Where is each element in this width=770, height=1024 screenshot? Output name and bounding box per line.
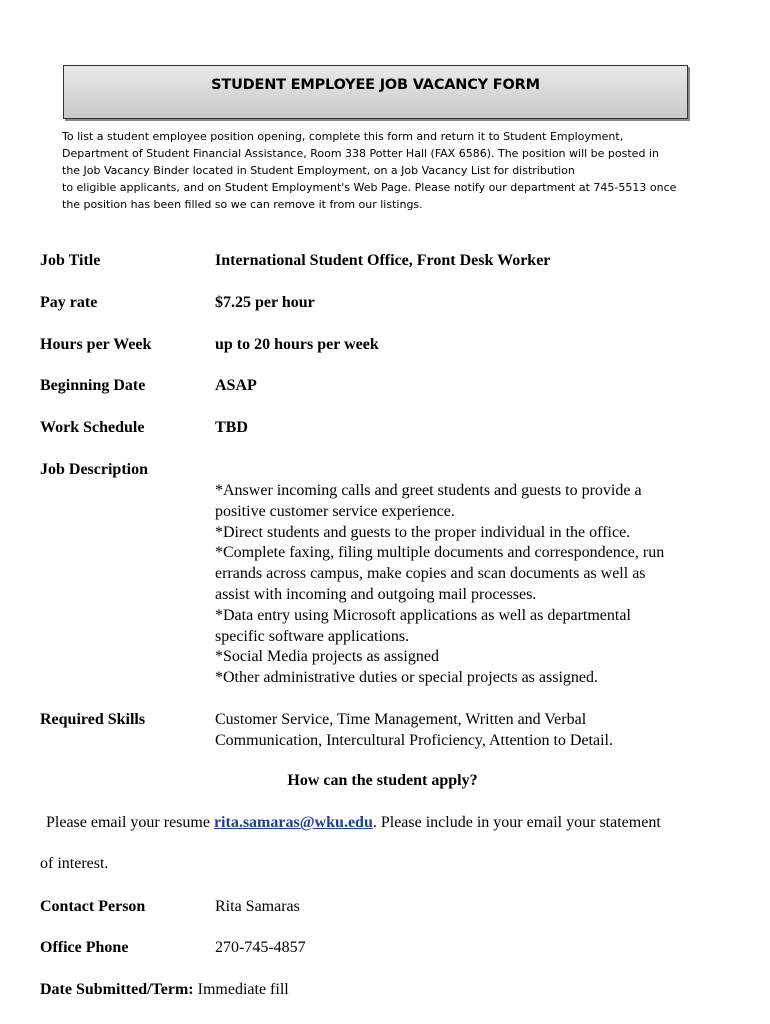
job-description-line: *Answer incoming calls and greet students and guests to provide a — [215, 482, 642, 499]
required-skills-line: Communication, Intercultural Proficiency, Attention to Detail. — [215, 732, 613, 749]
contact-email-link[interactable]: rita.samaras@wku.edu — [213, 814, 373, 831]
apply-suffix: . Please include in your email your statement — [372, 814, 661, 831]
hours-per-week-value: up to 20 hours per week — [215, 336, 379, 353]
job-description-line: *Social Media projects as assigned — [215, 648, 439, 666]
form-title-box — [63, 65, 688, 119]
intro-line: To list a student employee position opening, complete this form and return it to Student Employment, — [62, 130, 624, 143]
intro-line: Department of Student Financial Assistance, Room 338 Potter Hall (FAX 6586). The position will be posted in — [62, 147, 659, 160]
form-title: STUDENT EMPLOYEE JOB VACANCY FORM — [211, 77, 540, 93]
work-schedule-value: TBD — [215, 419, 248, 436]
apply-instructions-continued: of interest. — [40, 855, 109, 872]
job-description-line: specific software applications. — [215, 627, 410, 645]
job-description-text — [215, 481, 664, 689]
beginning-date-value: ASAP — [215, 377, 257, 394]
apply-heading: How can the student apply? — [287, 772, 478, 789]
date-submitted-label: Date Submitted/Term: — [40, 981, 194, 998]
required-skills-text — [215, 709, 613, 751]
required-skills-label: Required Skills — [40, 711, 146, 728]
required-skills-line: Customer Service, Time Management, Written and Verbal — [215, 711, 587, 728]
contact-person-value: Rita Samaras — [215, 898, 300, 915]
date-submitted-value: Immediate fill — [193, 981, 289, 998]
work-schedule-label: Work Schedule — [40, 419, 145, 436]
apply-prefix: Please email your resume — [42, 814, 214, 831]
job-description-line: *Direct students and guests to the proper individual in the office. — [215, 523, 631, 541]
hours-per-week-label: Hours per Week — [40, 336, 152, 353]
job-description-line: positive customer service experience. — [215, 502, 455, 520]
office-phone-label: Office Phone — [40, 939, 129, 956]
job-description-line: *Other administrative duties or special projects as assigned. — [215, 669, 599, 687]
pay-rate-label: Pay rate — [40, 294, 98, 311]
date-submitted-row — [40, 981, 289, 999]
intro-line: the position has been filled so we can remove it from our listings. — [62, 198, 423, 211]
contact-person-label: Contact Person — [40, 898, 146, 915]
apply-instructions — [42, 814, 661, 832]
job-title-label: Job Title — [40, 252, 101, 269]
job-description-line: *Data entry using Microsoft applications as well as departmental — [215, 606, 631, 624]
job-description-label: Job Description — [40, 461, 148, 478]
beginning-date-label: Beginning Date — [40, 377, 146, 394]
job-description-line: assist with incoming and outgoing mail processes. — [215, 585, 537, 603]
intro-paragraph — [62, 128, 722, 213]
job-description-line: errands across campus, make copies and scan documents as well as — [215, 565, 646, 583]
pay-rate-value: $7.25 per hour — [215, 294, 315, 311]
job-description-line: *Complete faxing, filing multiple documents and correspondence, run — [215, 544, 665, 562]
intro-line: the Job Vacancy Binder located in Student Employment, on a Job Vacancy List for distribution — [62, 164, 575, 177]
office-phone-value: 270-745-4857 — [215, 939, 306, 956]
job-title-value: International Student Office, Front Desk Worker — [215, 252, 551, 269]
intro-line: to eligible applicants, and on Student Employment's Web Page. Please notify our department at 745-5513 once — [62, 181, 677, 194]
